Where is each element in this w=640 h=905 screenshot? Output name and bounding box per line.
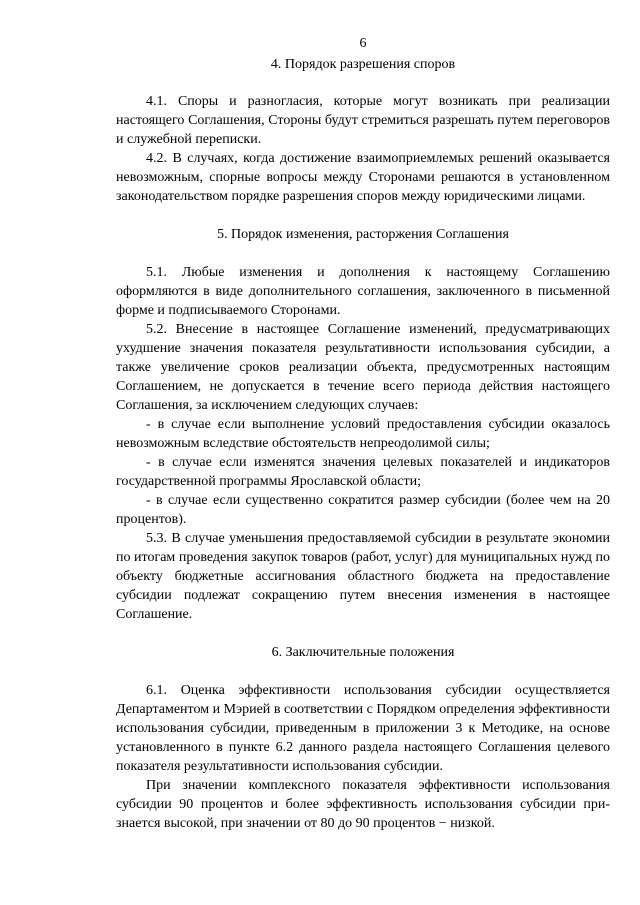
document-page <box>116 34 610 833</box>
paragraph: 5.2. Внесение в настоящее Соглашение изменений, предусматривающих ухудшение значения показателя результативности использования субсидии, а также увеличение сроков реализации объекта, предусмотренных настоящим Соглашением, не допускается в течение всего периода действия настоящего Соглашения, за исключением следующих случаев: <box>116 322 610 413</box>
section-title-dispute-resolution: 4. Порядок разрешения споров <box>270 57 456 72</box>
section-dispute-resolution <box>116 55 610 206</box>
paragraph: 5.3. В случае уменьшения предоставляемой субсидии в результате экономии по итогам проведения закупок товаров (работ, услуг) для муниципальных нужд по объекту бюджетные ассигнования областного бюджета на предоставление субсидии подлежат сокращению путем внесения изменения в настоящее Соглашение. <box>116 531 610 622</box>
section-amendment-termination <box>116 225 610 624</box>
list-item: - в случае если существенно сократится размер субсидии (более чем на 20 процентов). <box>116 493 610 527</box>
paragraph: 6.1. Оценка эффективности использования субсидии осуществляется Департаментом и Мэрией в соответствии с Порядком определения эффективности использования субсидии, приведенным в приложении 3 к Методике, на основе установленного в пункте 6.2 данного раздела настоящего Соглашения целевого показателя результативности использования субсидии. <box>116 683 610 774</box>
page-number: 6 <box>359 36 367 51</box>
list-item: - в случае если изменятся значения целевых показателей и индикаторов государственной программы Ярославской области; <box>116 455 610 489</box>
paragraph: 4.2. В случаях, когда достижение взаимоприемлемых решений оказывается невозможным, спорные вопросы между Сторонами решаются в установленном законодательством порядке разрешения споров между юридическими лицами. <box>116 151 610 204</box>
paragraph: 5.1. Любые изменения и дополнения к настоящему Соглашению оформляются в виде дополнительного соглашения, заключенного в письменной форме и подписываемого Сторонами. <box>116 265 610 318</box>
section-title-final-provisions: 6. Заключительные положения <box>271 645 455 660</box>
section-final-provisions <box>116 643 610 833</box>
paragraph: При значении комплексного показателя эффективности использования субсидии 90 процентов и более эффективность использования субсидии признается высокой, при значении от 80 до 90 процентов − низкой. <box>116 778 610 831</box>
list-item: - в случае если выполнение условий предоставления субсидии оказалось невозможным вследствие обстоятельств непреодолимой силы; <box>116 417 610 451</box>
section-title-amendment-termination: 5. Порядок изменения, расторжения Соглашения <box>217 227 509 242</box>
paragraph: 4.1. Споры и разногласия, которые могут возникать при реализации настоящего Соглашения, Стороны будут стремиться разрешать путем переговоров и служебной переписки. <box>116 94 610 147</box>
